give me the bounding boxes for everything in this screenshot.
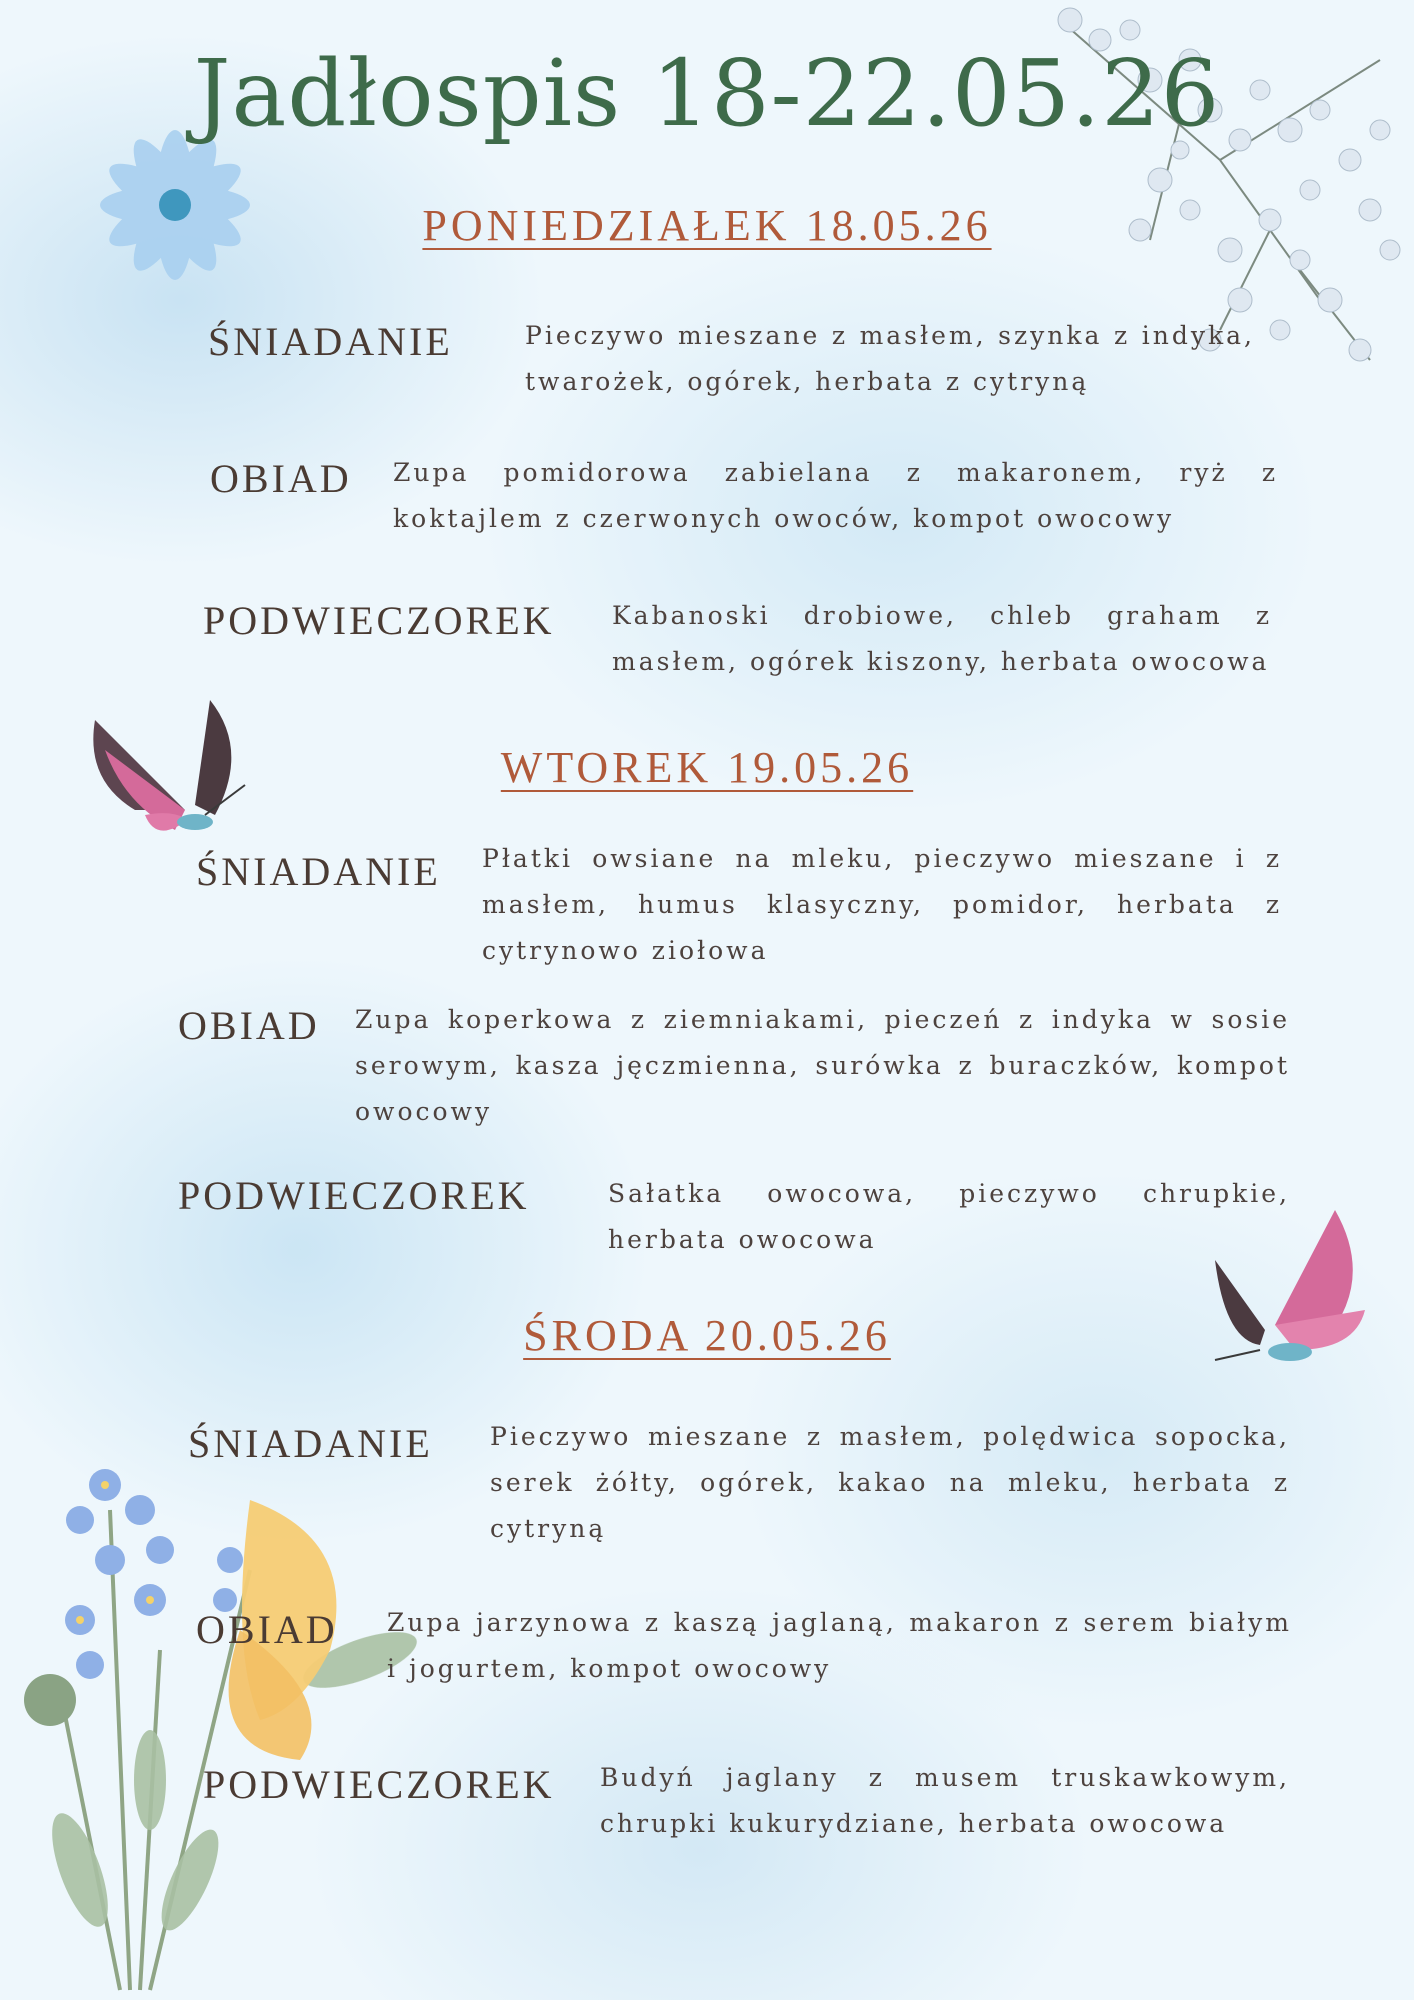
meal-label-snack: PODWIECZOREK [178,1173,530,1218]
meal-text-breakfast: Pieczywo mieszane z masłem, polędwica sopocka, serek żółty, ogórek, kakao na mleku, herbata z cytryną [490,1422,1290,1543]
meal-text-breakfast: Płatki owsiane na mleku, pieczywo mieszane i z masłem, humus klasyczny, pomidor, herbata z cytrynowo ziołowa [482,844,1282,965]
meal-label-lunch: OBIAD [210,456,352,501]
meal-text-snack: Sałatka owocowa, pieczywo chrupkie, herbata owocowa [608,1179,1290,1254]
meal-label-breakfast: ŚNIADANIE [208,319,453,364]
meal-label-snack: PODWIECZOREK [203,598,555,643]
wildflower-bouquet-icon [0,1450,420,2000]
meal-label-lunch: OBIAD [196,1607,338,1652]
meal-text-breakfast: Pieczywo mieszane z masłem, szynka z indyka, twarożek, ogórek, herbata z cytryną [525,321,1255,396]
day-header-wednesday: ŚRODA 20.05.26 [523,1311,891,1360]
meal-label-breakfast: ŚNIADANIE [188,1421,433,1466]
meal-label-snack: PODWIECZOREK [203,1762,555,1807]
meal-text-lunch: Zupa pomidorowa zabielana z makaronem, ryż z koktajlem z czerwonych owoców, kompot owocowy [393,458,1278,533]
meal-text-lunch: Zupa koperkowa z ziemniakami, pieczeń z indyka w sosie serowym, kasza jęczmienna, surówka z buraczków, kompot owocowy [355,1005,1290,1126]
page-title: Jadłospis 18-22.05.26 [193,40,1221,147]
meal-text-snack: Budyń jaglany z musem truskawkowym, chrupki kukurydziane, herbata owocowa [600,1763,1290,1838]
meal-text-lunch: Zupa jarzynowa z kaszą jaglaną, makaron z serem białym i jogurtem, kompot owocowy [387,1608,1292,1683]
day-header-tuesday: WTOREK 19.05.26 [500,743,914,792]
meal-text-snack: Kabanoski drobiowe, chleb graham z masłem, ogórek kiszony, herbata owocowa [612,601,1272,676]
day-header-monday: PONIEDZIAŁEK 18.05.26 [422,201,992,250]
meal-label-breakfast: ŚNIADANIE [196,849,441,894]
meal-label-lunch: OBIAD [178,1003,320,1048]
